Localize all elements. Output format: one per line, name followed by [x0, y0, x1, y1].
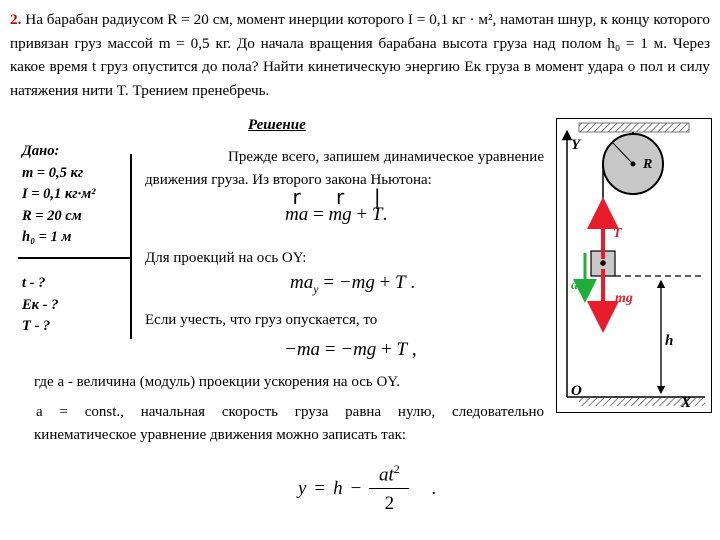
- find-block: [22, 273, 58, 338]
- origin-label: O: [571, 383, 582, 399]
- paragraph-kinematic: a = const., начальная скорость груза равна нулю, следовательно кинематическое уравнение движения можно записать так:: [34, 404, 544, 443]
- given-item: I = 0,1 кг·м²: [22, 186, 96, 202]
- problem-text: На барабан радиусом R = 20 см, момент инерции которого I = 0,1 кг · м², намотан шнур, к концу которого привязан груз массой m = 0,5 кг. До начала вращения барабана высота груза над полом h₀ = 1 м. Через какое время t груз опустится до пола? Найти кинетическую энергию Eк груза в момент удара о пол и силу натяжения нити T. Трением пренебречь.: [10, 11, 710, 99]
- given-item: R = 20 см: [22, 207, 82, 224]
- given-item: h₀ = 1 м: [22, 229, 72, 245]
- problem-number: 2.: [10, 11, 22, 28]
- y-axis-label: Y: [571, 137, 581, 153]
- given-block: [22, 141, 96, 249]
- given-divider-horizontal: [18, 257, 132, 259]
- equation-newton-vector: r ma = r mg + | T.: [285, 185, 388, 225]
- load-center: [600, 260, 606, 266]
- equation-projection: $ma_y = -mg + T$ .: [290, 272, 416, 296]
- paragraph-descending: Если учесть, что груз опускается, то: [145, 312, 378, 328]
- vector-T: | T: [371, 185, 383, 225]
- find-item: t - ?: [22, 275, 46, 291]
- ceiling-hatch: [579, 123, 689, 132]
- radius-label: R: [643, 157, 653, 172]
- given-label: Дано:: [22, 143, 60, 159]
- find-item: T - ?: [22, 318, 51, 334]
- problem-statement: [10, 8, 710, 102]
- vector-ma: r ma: [285, 185, 309, 225]
- given-item: m = 0,5 кг: [22, 164, 84, 181]
- equation-kinematic: y = h − $at^2$ 2 .: [298, 462, 437, 515]
- acceleration-label: a: [571, 278, 578, 293]
- drum-diagram: [557, 119, 711, 412]
- vector-mg: r mg: [328, 185, 352, 225]
- find-item: Eк - ?: [22, 296, 59, 313]
- gravity-label: mg: [615, 291, 633, 306]
- x-axis-label: X: [681, 395, 692, 411]
- paragraph-newton: Прежде всего, запишем динамическое уравнение движения груза. Из второго закона Ньютона:: [145, 149, 544, 188]
- height-label: h: [665, 333, 674, 349]
- given-divider-vertical: [130, 154, 132, 339]
- equation-descending: −ma = −mg + T ,: [284, 339, 417, 360]
- tension-label: T: [613, 226, 622, 241]
- solution-title: Решение: [248, 117, 306, 133]
- paragraph-projection: Для проекций на ось OY:: [145, 250, 307, 266]
- physics-figure: [556, 118, 712, 413]
- fraction: $at^2$ 2: [369, 462, 409, 515]
- paragraph-where: где a - величина (модуль) проекции ускорения на ось OY.: [34, 374, 400, 390]
